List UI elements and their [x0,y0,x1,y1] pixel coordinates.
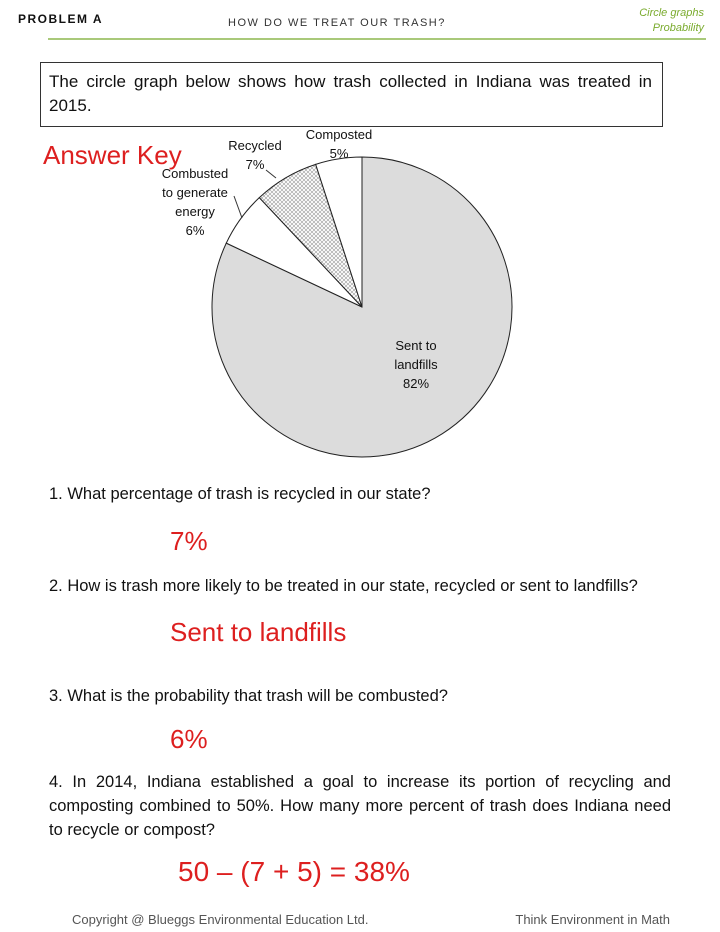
copyright: Copyright @ Blueggs Environmental Education Ltd. [72,912,369,927]
answer-1: 7% [170,526,208,556]
pie-label-composted: Composted 5% [305,127,373,161]
answer-key-label: Answer Key [43,140,182,170]
intro-box: The circle graph below shows how trash collected in Indiana was treated in 2015. [40,62,663,127]
answer-4: 50 – (7 + 5) = 38% [178,856,410,887]
topic-tag: Circle graphs [639,7,704,19]
pie-label-combusted: Combusted to generate energy 6% [161,166,229,238]
leader-line [266,170,276,178]
question-1: 1. What percentage of trash is recycled in our state? [49,485,431,503]
footer-tagline: Think Environment in Math [515,912,670,927]
question-3: 3. What is the probability that trash will be combusted? [49,687,448,705]
question-2: 2. How is trash more likely to be treated in our state, recycled or sent to landfills? [49,577,638,595]
answer-3: 6% [170,724,208,754]
leader-line [234,196,242,218]
answer-2: Sent to landfills [170,617,347,647]
question-4: 4. In 2014, Indiana established a goal to increase its portion of recycling and composting combined to 50%. How many more percent of trash does Indiana need to recycle or compost? [49,773,671,839]
header-title: HOW DO WE TREAT OUR TRASH? [228,17,446,29]
problem-label: PROBLEM A [18,12,104,26]
pie-label-recycled: Recycled 7% [228,138,282,172]
pie-label-landfills: Sent to landfills 82% [394,338,438,391]
topic-tag: Probability [652,22,704,34]
